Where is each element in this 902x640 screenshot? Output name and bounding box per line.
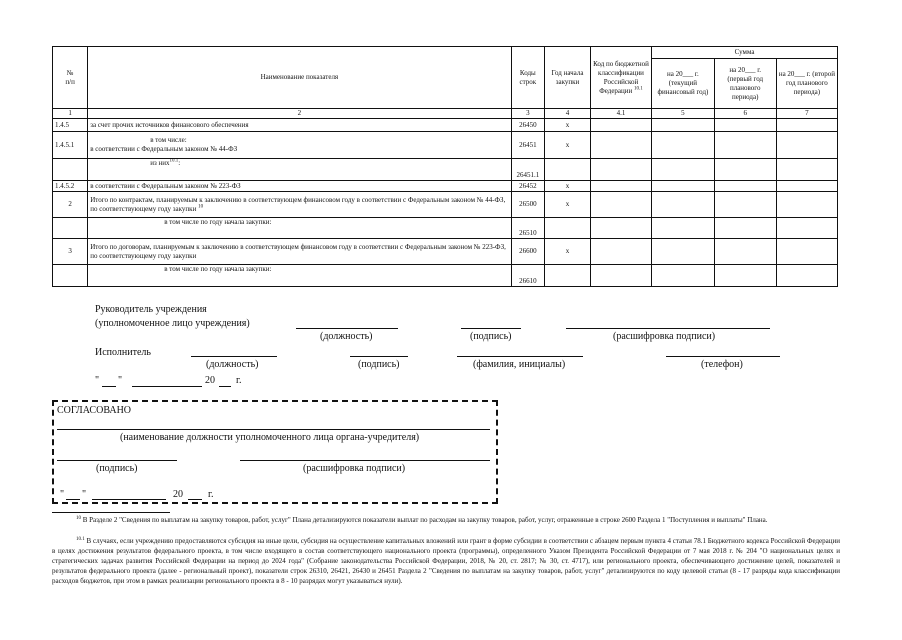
cell-empty — [590, 159, 651, 181]
cell-empty — [652, 239, 715, 265]
approval-date-year: 20 — [173, 489, 183, 500]
footnote-10-1 — [52, 536, 840, 586]
header-budget-code-text: Код по бюджетной классификации Российской Федерации — [593, 59, 649, 95]
cell-empty — [714, 265, 776, 287]
row-code: 26600 — [511, 239, 545, 265]
table-row — [53, 132, 838, 159]
row-num: 1.4.5.1 — [53, 132, 88, 159]
approval-date-day-line — [66, 499, 80, 500]
cell-empty — [590, 218, 651, 239]
cell-empty — [590, 192, 651, 218]
header-budget-code — [590, 47, 651, 109]
header-name: Наименование показателя — [88, 47, 511, 109]
footnote-separator — [52, 512, 170, 513]
cell-empty — [590, 265, 651, 287]
footnote-10-1-text: В случаях, если учреждению предоставляются субсидия на иные цели, субсидия на осуществление капитальных вложений или грант в форме субсидии в соответствии с абзацем первым пункта 4 статьи 78.1 Бюджетного кодекса Российской Федерации в целях достижения результатов федерального проекта, в том числе входящего в состав соответствующего национального проекта (программы), определенного Указом Президента Российской Федерации от 7 мая 2018 г. № 204 "О национальных целях и стратегических задачах развития Российской Федерации на период до 2024 года" (Собрание законодательства Российской Федерации, 2018, № 20, ст. 2817; № 30, ст. 4717), или регионального проекта, обеспечивающего достижение целей, показателей и результатов федерального проекта (далее - региональный проект), показатели строк 26310, 26421, 26430 и 26451 Раздела 2 "Сведения по выплатам на закупку товаров, работ, услуг" детализируются по коду целевой статьи (8 - 17 разряды кода классификации расходов бюджетов, при этом в рамках реализации регионального проекта в 8 - 10 разрядах могут указываться нули). — [52, 537, 841, 585]
row-name-text: Итого по контрактам, планируемым к заключению в соответствующем финансовом году в соответствии с Федеральным законом № 44-ФЗ, по соответствующему году закупки — [90, 195, 506, 213]
cell-empty — [545, 159, 591, 181]
row-name: в соответствии с Федеральным законом № 223-ФЗ — [88, 181, 511, 192]
exec-name-caption: (фамилия, инициалы) — [473, 359, 566, 370]
cell-empty — [590, 239, 651, 265]
row-name-b: в соответствии с Федеральным законом № 44-ФЗ — [90, 145, 238, 153]
exec-phone-line — [666, 356, 780, 357]
cell-empty — [776, 218, 837, 239]
table-row — [53, 192, 838, 218]
head-signature-line — [461, 328, 521, 329]
table-row — [53, 218, 838, 239]
row-num: 1.4.5 — [53, 119, 88, 132]
col-number: 3 — [511, 109, 545, 119]
row-name — [88, 159, 511, 181]
approval-signature-line — [57, 460, 177, 461]
approval-decoding-line — [240, 460, 490, 461]
approval-decoding-caption: (расшифровка подписи) — [303, 463, 406, 474]
sign-date-year-line — [219, 386, 231, 387]
row-year: x — [545, 239, 591, 265]
approval-official-caption: (наименование должности уполномоченного лица органа-учредителя) — [120, 432, 420, 443]
head-title-sub: (уполномоченное лицо учреждения) — [95, 318, 250, 329]
sign-date-year: 20 — [205, 375, 215, 386]
cell-empty — [776, 265, 837, 287]
row-num: 3 — [53, 239, 88, 265]
cell-empty — [776, 239, 837, 265]
row-name-sup: 10.1 — [169, 158, 179, 164]
row-name: Итого по договорам, планируемым к заключению в соответствующем финансовом году в соответствии с Федеральным законом № 223-ФЗ, по соответствующему году закупки — [88, 239, 511, 265]
cell-empty — [714, 239, 776, 265]
row-name: за счет прочих источников финансового обеспечения — [88, 119, 511, 132]
cell-empty — [776, 192, 837, 218]
cell-empty — [53, 159, 88, 181]
head-position-line — [296, 328, 398, 329]
approval-date-g: г. — [208, 489, 214, 500]
sign-date-quote-open: " — [95, 375, 100, 386]
exec-signature-caption: (подпись) — [358, 359, 400, 370]
sign-date-day-line — [102, 386, 116, 387]
exec-signature-line — [350, 356, 408, 357]
sign-date-quote-close: " — [118, 375, 123, 386]
col-number: 1 — [53, 109, 88, 119]
cell-empty — [714, 218, 776, 239]
col-number: 2 — [88, 109, 511, 119]
row-name-a: в том числе: — [150, 136, 187, 144]
footnote-10-mark: 10 — [76, 515, 81, 521]
row-name — [88, 132, 511, 159]
row-code: 26450 — [511, 119, 545, 132]
row-code: 26452 — [511, 181, 545, 192]
cell-empty — [545, 218, 591, 239]
row-name-sup: 10 — [198, 204, 204, 210]
table-row — [53, 265, 838, 287]
col-number: 5 — [652, 109, 715, 119]
row-name: в том числе по году начала закупки: — [88, 218, 511, 239]
column-number-row — [53, 109, 838, 119]
col-number: 4 — [545, 109, 591, 119]
header-sum: Сумма — [652, 47, 838, 59]
head-decoding-line — [566, 328, 770, 329]
approval-signature-caption: (подпись) — [96, 463, 138, 474]
row-name-tail: : — [178, 159, 181, 167]
cell-empty — [590, 119, 651, 132]
header-codes: Коды строк — [511, 47, 545, 109]
row-code: 26451.1 — [511, 159, 545, 181]
row-num: 2 — [53, 192, 88, 218]
approval-date-year-line — [188, 499, 202, 500]
row-year: x — [545, 192, 591, 218]
cell-empty — [776, 119, 837, 132]
cell-empty — [714, 119, 776, 132]
header-budget-code-sup: 10.1 — [634, 86, 643, 92]
exec-phone-caption: (телефон) — [701, 359, 743, 370]
approval-official-line — [57, 429, 490, 430]
cell-empty — [652, 218, 715, 239]
exec-name-line — [457, 356, 583, 357]
row-year: x — [545, 119, 591, 132]
table-row — [53, 239, 838, 265]
cell-empty — [776, 159, 837, 181]
header-sum-second: на 20___ г. (второй год планового периода) — [776, 59, 837, 109]
cell-empty — [714, 132, 776, 159]
purchase-payments-table — [52, 46, 838, 287]
table-row — [53, 159, 838, 181]
approval-date-quote-open: " — [60, 489, 65, 500]
table-row — [53, 181, 838, 192]
row-code: 26451 — [511, 132, 545, 159]
cell-empty — [545, 265, 591, 287]
row-code: 26510 — [511, 218, 545, 239]
footnote-10-text: В Разделе 2 "Сведения по выплатам на закупку товаров, работ, услуг" Плана детализируются показатели выплат по расходам на закупку товаров, работ, услуг, отраженные в строке 2600 Раздела 1 "Поступления и выплаты" Плана. — [82, 516, 768, 524]
table-row — [53, 119, 838, 132]
cell-empty — [53, 218, 88, 239]
header-sum-first: на 20___ г. (первый год планового периода) — [714, 59, 776, 109]
exec-position-caption: (должность) — [206, 359, 259, 370]
cell-empty — [53, 265, 88, 287]
approval-date-month-line — [92, 499, 166, 500]
sign-date-g: г. — [236, 375, 242, 386]
cell-empty — [652, 192, 715, 218]
footnote-10 — [52, 515, 840, 525]
row-name: в том числе по году начала закупки: — [88, 265, 511, 287]
approval-date-quote-close: " — [82, 489, 87, 500]
head-position-caption: (должность) — [320, 331, 373, 342]
cell-empty — [714, 159, 776, 181]
col-number: 4.1 — [590, 109, 651, 119]
cell-empty — [590, 132, 651, 159]
cell-empty — [652, 132, 715, 159]
approval-title: СОГЛАСОВАНО — [57, 405, 132, 416]
header-sum-current: на 20___ г. (текущий финансовый год) — [652, 59, 715, 109]
row-year: x — [545, 181, 591, 192]
header-num: № п/п — [53, 47, 88, 109]
row-name-text: из них — [150, 159, 170, 167]
row-name — [88, 192, 511, 218]
cell-empty — [652, 119, 715, 132]
cell-empty — [776, 132, 837, 159]
header-year: Год начала закупки — [545, 47, 591, 109]
row-code: 26610 — [511, 265, 545, 287]
head-signature-caption: (подпись) — [470, 331, 512, 342]
executor-label: Исполнитель — [95, 347, 151, 358]
cell-empty — [652, 181, 715, 192]
row-code: 26500 — [511, 192, 545, 218]
row-num: 1.4.5.2 — [53, 181, 88, 192]
row-year: x — [545, 132, 591, 159]
head-decoding-caption: (расшифровка подписи) — [613, 331, 716, 342]
head-title: Руководитель учреждения — [95, 304, 207, 315]
col-number: 6 — [714, 109, 776, 119]
cell-empty — [652, 265, 715, 287]
cell-empty — [776, 181, 837, 192]
cell-empty — [652, 159, 715, 181]
exec-position-line — [191, 356, 277, 357]
cell-empty — [714, 181, 776, 192]
col-number: 7 — [776, 109, 837, 119]
cell-empty — [590, 181, 651, 192]
cell-empty — [714, 192, 776, 218]
footnote-10-1-mark: 10.1 — [76, 536, 85, 542]
sign-date-month-line — [132, 386, 202, 387]
